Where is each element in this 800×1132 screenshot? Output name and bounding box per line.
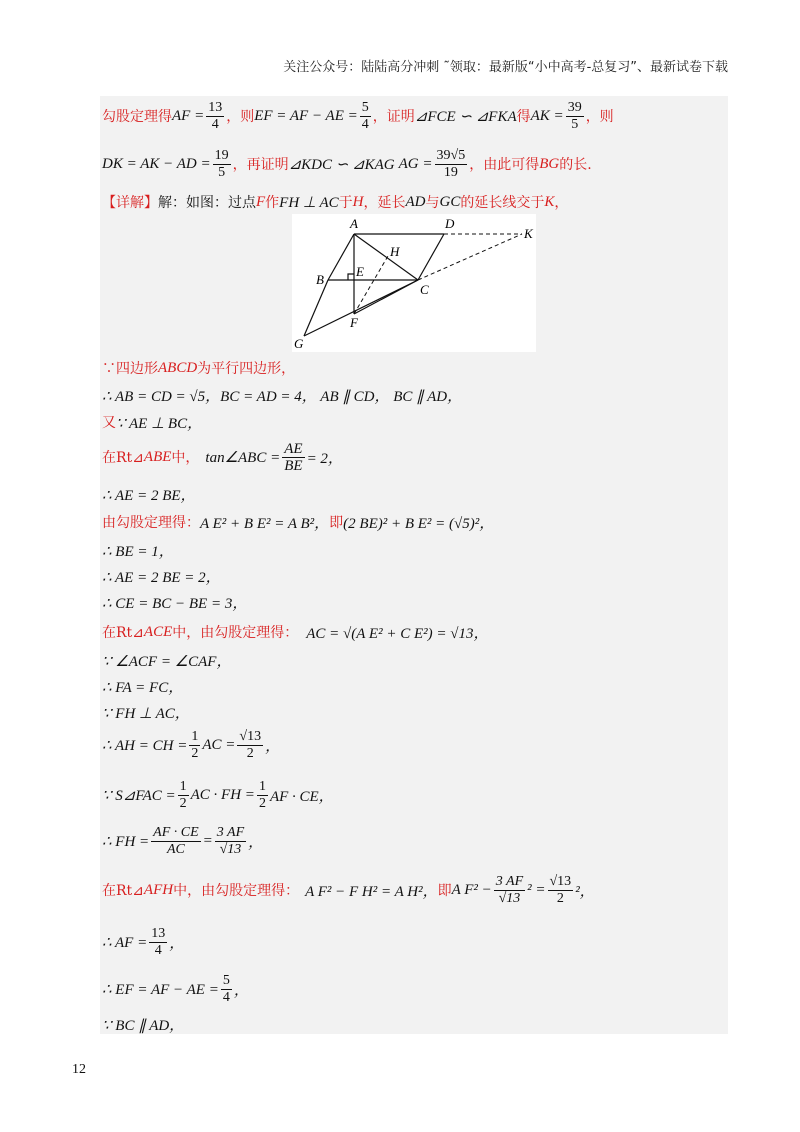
seg-dc [418, 234, 444, 280]
num: 13 [208, 99, 223, 115]
frac [282, 441, 304, 474]
m: ， [248, 834, 264, 851]
m: (2 BE)² + B E² = (√5)²， [343, 515, 495, 532]
den: 4 [211, 116, 219, 132]
intro-line-1 [102, 99, 614, 132]
num: 1 [179, 778, 187, 794]
t: 的延长线交于 [460, 195, 545, 211]
num: AE [284, 440, 303, 457]
m: AF = [172, 107, 205, 124]
seg-cg [304, 280, 418, 336]
t: 为平行四边形， [197, 361, 296, 377]
num: AF · CE [153, 824, 199, 840]
step-3 [102, 410, 202, 434]
t: 在Rt⊿ [102, 625, 144, 641]
num: √13 [549, 873, 572, 889]
den: 5 [571, 116, 579, 132]
num: 3 AF [216, 824, 245, 840]
frac [566, 100, 584, 133]
den: 2 [246, 745, 254, 761]
seg-cf [354, 280, 418, 314]
seg-bg [304, 280, 328, 336]
num: 39 [567, 99, 582, 115]
num: 13 [151, 925, 166, 941]
step-16 [102, 824, 264, 857]
m: AK = [530, 107, 564, 124]
m: ⊿KDC ∽ ⊿KAG [288, 156, 395, 173]
label-h: H [390, 244, 400, 259]
step-11: ∵ ∠ACF = ∠CAF， [102, 653, 232, 670]
t: 中， [171, 450, 200, 466]
label-k: K [524, 226, 533, 241]
step-15 [102, 778, 334, 811]
num: 3 AF [495, 873, 524, 889]
num: √13 [239, 728, 262, 744]
den: 19 [443, 164, 458, 180]
t: 由勾股定理得： [102, 515, 200, 531]
m: ABCD [158, 359, 198, 376]
t: ，则 [226, 109, 255, 125]
m: tan∠ABC = [205, 449, 281, 466]
m: GC [439, 193, 461, 210]
frac [360, 100, 371, 133]
step-12: ∴ FA = FC， [102, 679, 184, 696]
t: 即 [437, 883, 452, 899]
page-header: 关注公众号：陆陆高分冲刺 ˜领取：最新版“小中高考-总复习”、最新试卷下载 [283, 60, 728, 75]
frac [237, 729, 263, 762]
m: AC = [202, 736, 236, 753]
right-angle-mark [348, 274, 354, 280]
num: 5 [361, 99, 369, 115]
t: 中，由勾股定理得： [172, 625, 299, 641]
m: H [352, 193, 364, 210]
num: 5 [222, 972, 230, 988]
m: AG = [398, 155, 433, 172]
m: ABE [143, 448, 172, 465]
frac [215, 825, 246, 858]
t: 解：如图：过点 [158, 195, 256, 211]
figure-svg [292, 214, 536, 352]
label-a: A [350, 216, 358, 231]
den: 4 [154, 942, 162, 958]
den: √13 [498, 890, 521, 906]
m: ， [169, 935, 185, 952]
m: = [202, 832, 213, 849]
geometry-figure [292, 214, 536, 352]
den: AC [166, 841, 185, 857]
step-17 [102, 873, 595, 906]
t: ，则 [585, 109, 614, 125]
m: AD [405, 193, 426, 210]
step-13: ∵ FH ⊥ AC， [102, 705, 190, 722]
t: 又 [102, 415, 116, 431]
den: √13 [219, 841, 242, 857]
frac [213, 148, 231, 181]
m: A F² − F H² = A H²， [305, 883, 438, 900]
den: 2 [258, 795, 266, 811]
m: AF · CE， [269, 788, 334, 805]
frac [206, 100, 224, 133]
step-8: ∴ AE = 2 BE = 2， [102, 569, 221, 586]
m: AC = √(A E² + C E²) = √13， [306, 625, 489, 642]
m: ∵ AE ⊥ BC， [116, 415, 203, 432]
t: 作 [265, 195, 280, 211]
m: AFH [143, 881, 174, 898]
num: 1 [191, 728, 199, 744]
m: K [544, 193, 555, 210]
den: 2 [191, 745, 199, 761]
m: FH ⊥ AC [279, 194, 339, 211]
step-10 [102, 620, 488, 644]
frac [435, 148, 468, 181]
page-number: 12 [72, 1062, 86, 1077]
t: ，延长 [363, 195, 406, 211]
t: 在Rt⊿ [102, 450, 144, 466]
m: ∴ EF = AF − AE = [102, 981, 219, 998]
seg-ck-dashed [418, 234, 522, 280]
step-9: ∴ CE = BC − BE = 3， [102, 595, 248, 612]
t: 在Rt⊿ [102, 883, 144, 899]
label-c: C [420, 282, 429, 297]
step-1 [102, 356, 295, 380]
frac [178, 779, 189, 812]
den: BE [284, 457, 303, 474]
m: ∴ FH = [102, 833, 150, 850]
t: 的长. [559, 157, 592, 173]
frac [189, 729, 200, 762]
label-d: D [445, 216, 455, 231]
t: ， [554, 195, 569, 211]
m: ∴ AF = [102, 934, 148, 951]
detail-tag: 【详解】 [102, 195, 158, 211]
label-e: E [356, 264, 364, 279]
t: 即 [329, 515, 344, 531]
step-5: ∴ AE = 2 BE， [102, 487, 196, 504]
m: BG [539, 155, 560, 172]
step-14 [102, 728, 281, 761]
den: 2 [179, 795, 187, 811]
frac [221, 973, 232, 1006]
t: 勾股定理得 [102, 109, 172, 125]
t: 得 [516, 109, 531, 125]
m: EF = AF − AE = [254, 107, 358, 124]
m: ∵ S⊿FAC = [102, 787, 176, 804]
m: ， [265, 738, 281, 755]
frac [149, 926, 167, 959]
t: ∵四边形 [102, 361, 158, 377]
step-2: ∴ AB = CD = √5，BC = AD = 4， AB ∥ CD， BC ∥ AD， [102, 388, 463, 405]
t: ，由此可得 [469, 157, 540, 173]
den: 5 [218, 164, 226, 180]
m: = 2， [306, 450, 343, 467]
den: 4 [361, 116, 369, 132]
frac [548, 874, 574, 907]
m: ， [233, 982, 249, 999]
step-18 [102, 925, 185, 958]
m: ∴ AH = CH = [102, 737, 188, 754]
m: DK = AK − AD = [102, 155, 211, 172]
t: ，证明 [372, 109, 415, 125]
m: ACE [143, 623, 173, 640]
step-19 [102, 972, 249, 1005]
t: ，再证明 [232, 157, 289, 173]
m: ⊿FCE ∽ ⊿FKA [414, 108, 517, 125]
intro-line-2 [102, 147, 592, 180]
m: A F² − [451, 881, 492, 898]
den: 2 [556, 890, 564, 906]
num: 39√5 [436, 147, 466, 163]
m: ²， [575, 883, 595, 900]
step-7: ∴ BE = 1， [102, 543, 174, 560]
label-f: F [350, 315, 358, 330]
num: 1 [258, 778, 266, 794]
label-b: B [316, 272, 324, 287]
frac [494, 874, 525, 907]
step-20: ∵ BC ∥ AD， [102, 1017, 185, 1034]
label-g: G [294, 336, 304, 351]
step-4 [102, 440, 343, 474]
t: 中，由勾股定理得： [173, 883, 300, 899]
intro-line-3 [102, 190, 568, 214]
seg-ab [328, 234, 354, 280]
step-6 [102, 510, 494, 534]
t: 于 [338, 195, 353, 211]
den: 4 [222, 989, 230, 1005]
frac [151, 825, 201, 858]
m: ² = [527, 881, 546, 898]
m: A E² + B E² = A B²， [200, 515, 330, 532]
frac [257, 779, 268, 812]
m: F [256, 193, 266, 210]
num: 19 [214, 147, 229, 163]
m: AC · FH = [190, 786, 255, 803]
t: 与 [425, 195, 440, 211]
